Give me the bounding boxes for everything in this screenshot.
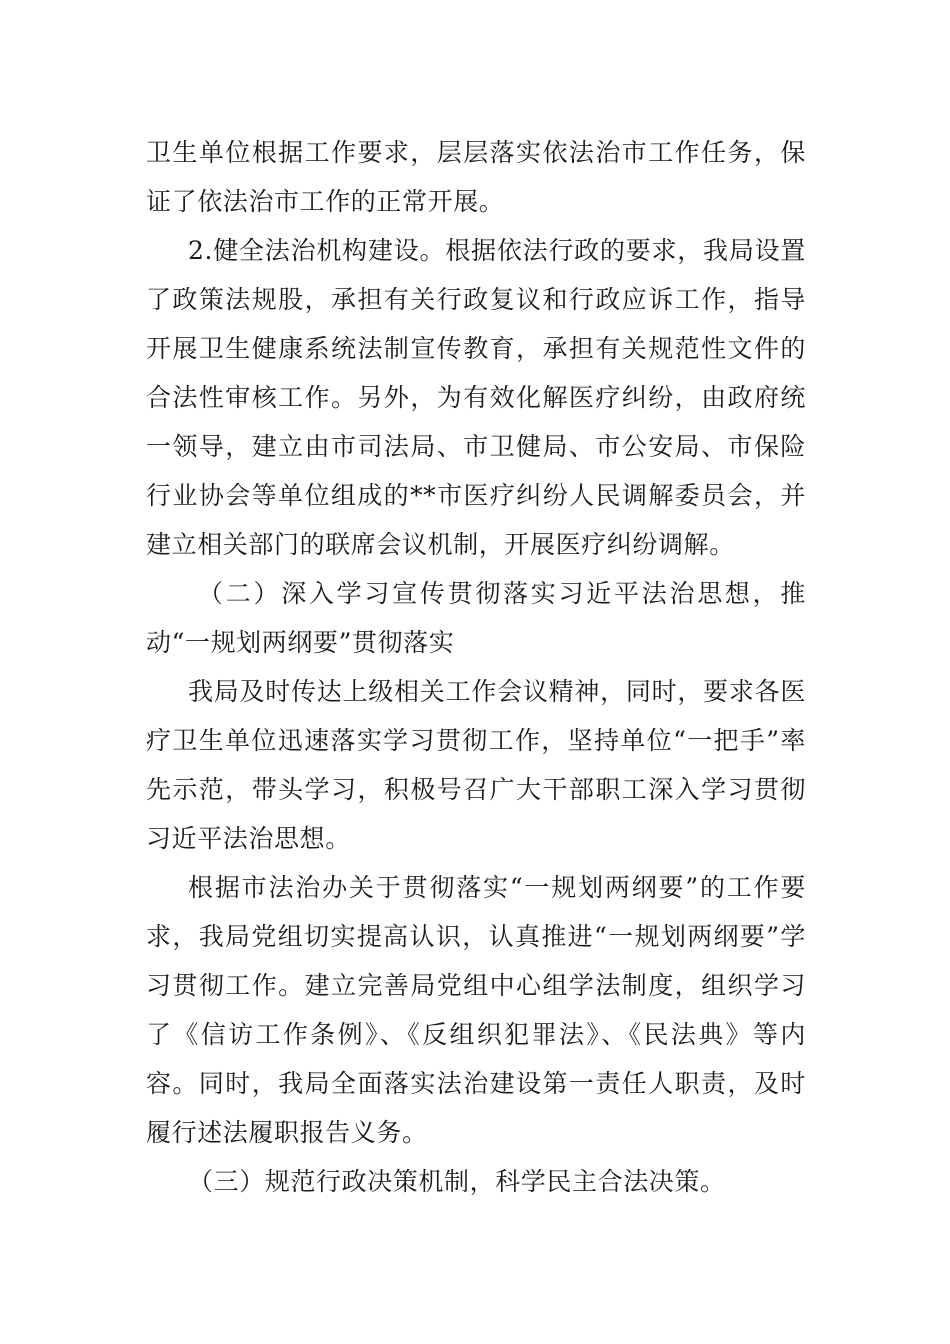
paragraph-continuation: 卫生单位根据工作要求，层层落实依法治市工作任务，保证了依法治市工作的正常开展。 — [146, 138, 806, 216]
section-heading-3: （三）规范行政决策机制，科学民主合法决策。 — [188, 1167, 726, 1196]
paragraph-legal-institution: 2.健全法治机构建设。根据依法行政的要求，我局设置了政策法规股，承担有关行政复议和行政应诉工作，指导开展卫生健康系统法制宣传教育，承担有关规范性文件的合法性审核工作。另外，为有效化解医疗纠纷，由政府统一领导，建立由市司法局、市卫健局、市公安局、市保险行业协会等单位组成的**市医疗纠纷人民调解委员会，并建立相关部门的联席会议机制，开展医疗纠纷调解。 — [146, 236, 806, 559]
document-body — [146, 128, 806, 1206]
paragraph-study-spirit: 我局及时传达上级相关工作会议精神，同时，要求各医疗卫生单位迅速落实学习贯彻工作，坚持单位“一把手”率先示范，带头学习，积极号召广大干部职工深入学习贯彻习近平法治思想。 — [146, 677, 806, 853]
section-heading-2: （二）深入学习宣传贯彻落实习近平法治思想，推动“一规划两纲要”贯彻落实 — [146, 579, 806, 657]
paragraph-plan-outline: 根据市法治办关于贯彻落实“一规划两纲要”的工作要求，我局党组切实提高认识，认真推进“一规划两纲要”学习贯彻工作。建立完善局党组中心组学法制度，组织学习了《信访工作条例》、《反组织犯罪法》、《民法典》等内容。同时，我局全面落实法治建设第一责任人职责，及时履行述法履职报告义务。 — [146, 873, 806, 1147]
